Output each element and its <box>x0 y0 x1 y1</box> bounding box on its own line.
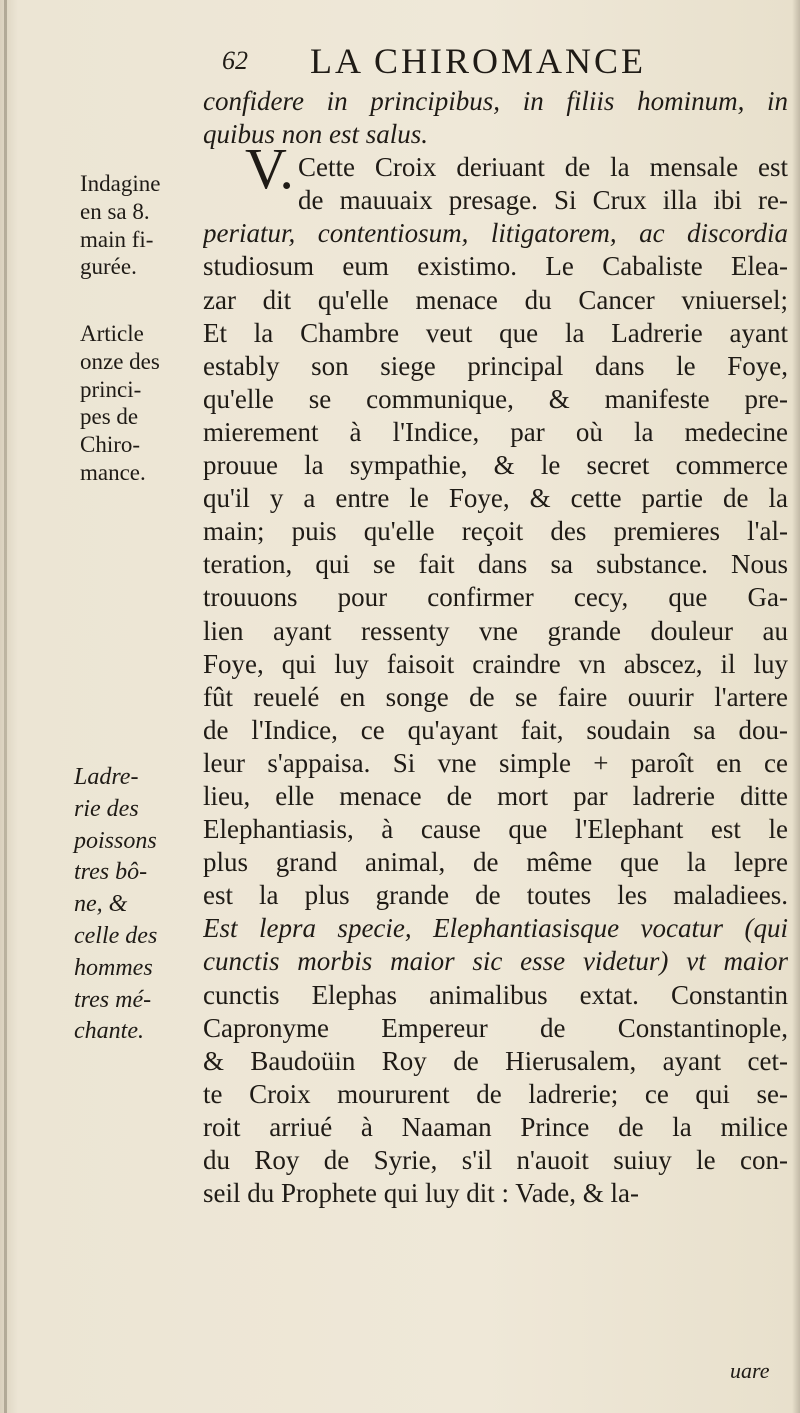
text-line: & Baudoüin Roy de Hierusalem, ayant cet- <box>203 1045 788 1076</box>
sidenote-line: mance. <box>80 459 146 485</box>
binding-gutter <box>4 0 7 1413</box>
text-line: prouue la sympathie, & le secret commerce <box>203 450 788 481</box>
text-line: de l'Indice, ce qu'ayant fait, soudain sa dou- <box>203 714 788 745</box>
text-line: du Roy de Syrie, s'il n'auoit suiuy le con- <box>203 1145 788 1175</box>
sidenote-article <box>80 320 202 487</box>
sidenote-line: poissons <box>74 827 157 854</box>
text-line: Capronyme Empereur de Constantinople, <box>203 1012 788 1043</box>
sidenote-indagine <box>80 170 202 281</box>
text-line: fût reuelé en songe de se faire ouurir l'artere <box>203 681 788 712</box>
text-line: mierement à l'Indice, par où la medecine <box>203 416 788 447</box>
text-line: trouuons pour confirmer cecy, que Ga- <box>203 582 788 613</box>
text-line: plus grand animal, de même que la lepre <box>203 847 788 878</box>
sidenote-line: tres bô- <box>74 859 148 886</box>
text-line: periatur, contentiosum, litigatorem, ac discordia <box>203 218 788 249</box>
page-edge-shadow <box>792 0 800 1413</box>
text-line: quibus non est salus. <box>203 119 429 150</box>
text-line: teration, qui se fait dans sa substance. Nous <box>203 549 788 580</box>
text-line: Foye, qui luy faisoit craindre vn abscez, il luy <box>203 648 788 679</box>
sidenote-line: en sa 8. <box>80 198 150 224</box>
sidenote-line: Article <box>80 321 144 346</box>
drop-initial: V. <box>245 136 294 201</box>
sidenote-line: chante. <box>74 1018 144 1045</box>
sidenote-line: Indagine <box>80 171 161 196</box>
sidenote-line: celle des <box>74 922 158 949</box>
sidenote-line: hommes <box>74 954 153 981</box>
sidenote-line: onze des <box>80 348 160 374</box>
text-line: lien ayant ressenty vne grande douleur au <box>203 615 788 646</box>
text-line: qu'elle se communique, & manifeste pre- <box>203 383 788 414</box>
sidenote-line: main fi- <box>80 226 154 252</box>
catchword: uare <box>730 1358 770 1383</box>
text-line: cunctis Elephas animalibus extat. Constantin <box>203 979 788 1010</box>
text-line: studiosum eum existimo. Le Cabaliste Elea- <box>203 251 788 282</box>
page-header <box>222 40 722 80</box>
sidenote-line: ne, & <box>74 891 128 918</box>
sidenote-line: gurée. <box>80 254 137 280</box>
text-line: Cette Croix deriuant de la mensale est <box>298 152 788 183</box>
text-line: Est lepra specie, Elephantiasisque vocatur (qui <box>203 913 788 944</box>
body-text <box>203 85 788 1210</box>
sidenote-ladrerie <box>74 762 202 1048</box>
sidenote-line: rie des <box>74 795 139 822</box>
sidenote-line: pes de <box>80 404 139 430</box>
text-line: leur s'appaisa. Si vne simple + paroît en ce <box>203 747 788 778</box>
text-line: te Croix moururent de ladrerie; ce qui se- <box>203 1078 788 1109</box>
sidenote-line: Ladre- <box>74 764 139 790</box>
page-number: 62 <box>222 46 248 75</box>
text-line: Et la Chambre veut que la Ladrerie ayant <box>203 317 788 348</box>
text-line: Elephantiasis, à cause que l'Elephant est le <box>203 814 788 845</box>
text-line: confidere in principibus, in filiis hominum, in <box>203 86 788 116</box>
sidenote-line: Chiro- <box>80 432 141 458</box>
text-line: main; puis qu'elle reçoit des premieres l'al- <box>203 516 788 547</box>
text-line: de mauuaix presage. Si Crux illa ibi re- <box>298 185 788 216</box>
text-line: estably son siege principal dans le Foye, <box>203 350 788 381</box>
text-line: est la plus grande de toutes les maladiees. <box>203 880 788 911</box>
text-line: qu'il y a entre le Foye, & cette partie de la <box>203 483 788 514</box>
text-line: cunctis morbis maior sic esse videtur) vt maior <box>203 946 788 977</box>
text-line: roit arriué à Naaman Prince de la milice <box>203 1111 788 1142</box>
text-line: lieu, elle menace de mort par ladrerie ditte <box>203 780 788 811</box>
running-title: LA CHIROMANCE <box>310 41 647 81</box>
sidenote-line: princi- <box>80 376 142 402</box>
sidenote-line: tres mé- <box>74 986 152 1013</box>
text-line: zar dit qu'elle menace du Cancer vniuersel; <box>203 284 788 315</box>
text-line: seil du Prophete qui luy dit : Vade, & la- <box>203 1178 639 1209</box>
